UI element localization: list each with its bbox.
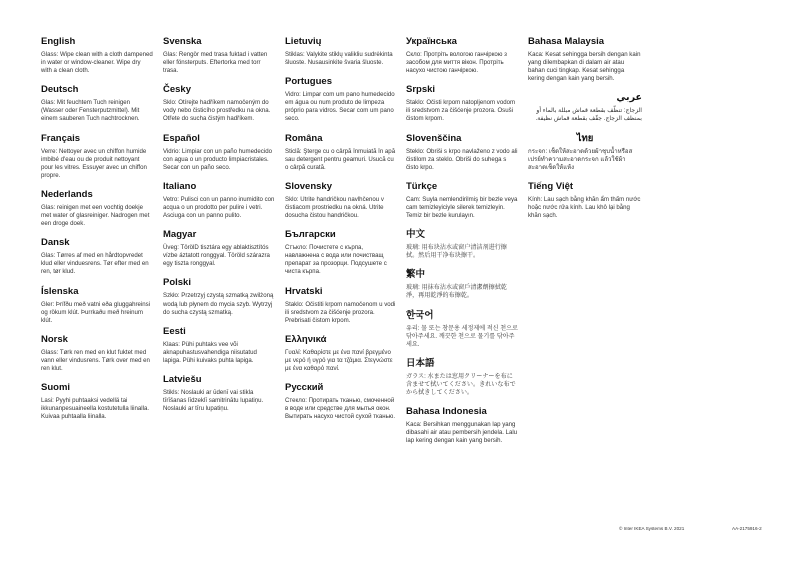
language-section: [163, 326, 275, 365]
language-section: [406, 84, 518, 123]
instruction-text: Glas: Rengör med trasa fuktad i vatten eller fönsterputs. Eftertorka med torr trasa.: [163, 51, 268, 75]
column-3: [285, 36, 397, 430]
column-5: [528, 36, 642, 229]
language-section: [41, 36, 153, 75]
instruction-text: Gler: Þrífðu með vatni eða gluggahreinsi og rökum klút. Þurrkaðu með hreinum klút.: [41, 300, 151, 324]
language-section: [406, 133, 518, 172]
language-heading: English: [41, 36, 76, 47]
language-section: [406, 358, 518, 397]
language-heading: Hrvatski: [285, 285, 323, 297]
document-code: AA-2175916-2: [732, 526, 762, 531]
language-heading: Slovenščina: [406, 132, 462, 144]
language-section: [41, 189, 153, 228]
instruction-text: ガラス: 水または窓用クリーナーを布に含ませて拭いてください。きれいな布で から拭きしてください。: [406, 372, 516, 396]
language-section: [41, 133, 153, 180]
instruction-text: Üveg: TörölD tisztára egy ablaktisztítós vízbe áztatott ronggyal. Töröld szárazra egy tiszta ronggyal.: [163, 244, 270, 268]
language-heading: Slovensky: [285, 180, 332, 192]
language-heading: عربي: [616, 92, 642, 104]
language-heading: Русский: [285, 382, 324, 394]
instruction-text: Stikls: Noslauki ar ūdenī vai stikla tīrīšanas līdzeklī samitrinātu lupatiņu. Noslauki ar tīru lupatiņu.: [163, 388, 264, 413]
language-section: [41, 237, 153, 276]
language-section: [528, 36, 642, 83]
language-heading: Magyar: [163, 229, 197, 241]
instruction-text: Glass: Wipe clean with a cloth dampened in water or window-cleaner. Wipe dry with a clean cloth.: [41, 51, 153, 75]
language-section: [406, 181, 518, 220]
instruction-text: Lasi: Pyyhi puhtaaksi vedellä tai ikkunanpesuaineella kostutetulla liinalla. Kuivaa puhtaalla liinalla.: [41, 397, 150, 421]
language-heading: Eesti: [163, 325, 186, 337]
language-section: [406, 310, 518, 349]
language-heading: Srpski: [406, 84, 436, 96]
language-section: [163, 84, 275, 123]
language-heading: Dansk: [41, 237, 70, 249]
language-section: [406, 229, 518, 260]
instruction-text: 유리: 물 또는 창문용 세정제에 적신 천으로 닦아주세요. 깨끗한 천으로 물기를 닦아주세요.: [406, 324, 518, 348]
instruction-text: Стекло: Протирать тканью, смоченной в воде или средстве для мытья окон. Вытирать насухо чистой сухой тканью.: [285, 397, 396, 421]
language-section: [285, 382, 397, 421]
language-heading: Bahasa Indonesia: [406, 406, 487, 418]
language-heading: Ελληνικά: [285, 333, 327, 345]
language-section: [163, 181, 275, 220]
column-2: [163, 36, 275, 422]
column-4: [406, 36, 518, 454]
language-heading: Italiano: [163, 180, 197, 192]
language-section: [163, 229, 275, 268]
language-heading: Latviešu: [163, 373, 202, 385]
language-heading: Lietuvių: [285, 36, 322, 47]
language-heading: Deutsch: [41, 84, 79, 96]
language-heading: Български: [285, 229, 336, 241]
language-section: [528, 181, 642, 220]
column-1: [41, 36, 153, 430]
language-heading: Türkçe: [406, 180, 438, 192]
language-section: [41, 382, 153, 421]
instruction-text: Klaas: Pühi puhtaks vee või aknapuhastusvahendiga niisutatud lapiga. Pühi kuivaks puhta lapiga.: [163, 340, 257, 364]
instruction-text: กระจก: เช็ดให้สะอาดด้วยผ้าชุบน้ำหรือสเปรย์ทำความสะอาดกระจก แล้วใช้ผ้าสะอาดเช็ดให้แห้ง: [528, 147, 633, 171]
instruction-text: Kaca: Bersihkan menggunakan lap yang dibasahi air atau pembersih jendela. Lalu lap kering dengan kain yang bersih.: [406, 421, 518, 445]
language-heading: Українська: [406, 36, 457, 47]
language-section: [285, 36, 397, 67]
language-section: [285, 286, 397, 325]
language-heading: Nederlands: [41, 188, 93, 200]
instruction-text: Vidrio: Limpiar con un paño humedecido con agua o un producto limpiacristales. Secar con un paño seco.: [163, 147, 272, 171]
language-section: [41, 84, 153, 123]
language-heading: Svenska: [163, 36, 202, 47]
instruction-text: Glas: Tørres af med en hårdtopvredet klud eller vinduesrens. Tør efter med en ren, tør klud.: [41, 252, 149, 276]
language-heading: 한국어: [406, 309, 434, 321]
language-section: [163, 36, 275, 75]
language-heading: Íslenska: [41, 285, 79, 297]
language-section: [528, 92, 642, 123]
language-heading: Portugues: [285, 76, 332, 88]
language-section: [406, 406, 518, 445]
language-heading: Español: [163, 132, 200, 144]
instruction-text: Cam: Suyla nemlendirilmiş bir bezle veya cam temizleyiciyle silerek temizleyin. Temiz bir bezle kurulayın.: [406, 195, 518, 220]
instruction-text: Glas: Mit feuchtem Tuch reinigen (Wasser oder Fensterputzmittel). Mit einem sauberen Tuch nachtrocknen.: [41, 99, 140, 123]
language-heading: 中文: [406, 229, 426, 241]
instruction-text: 玻璃: 用布块沾水或窗户清洁剂进行擦拭。然后用干净布块擦干。: [406, 244, 507, 260]
copyright-notice: © Inter IKEA Systems B.V. 2021: [619, 526, 685, 531]
language-section: [285, 76, 397, 123]
language-section: [406, 269, 518, 300]
language-section: [41, 334, 153, 373]
language-section: [285, 133, 397, 172]
language-heading: Româna: [285, 132, 323, 144]
language-heading: ไทย: [576, 132, 594, 144]
instruction-text: 玻璃: 用抹布沾水或窗戶清潔劑擦拭乾淨，再用乾淨的布擦乾。: [406, 284, 507, 300]
instruction-text: Szkło: Przetrzyj czystą szmatką zwilżoną wodą lub płynem do mycia szyb. Wytrzyj do sucha czystą szmatką.: [163, 292, 274, 316]
instruction-text: الزجاج: تنظّف بقطعة قماش مبللة بالماء أو بمنظف الزجاج. جفّف بقطعة قماش نظيفة.: [535, 107, 642, 123]
instruction-text: Steklo: Obriši s krpo navlaženo z vodo ali čistilom za steklo. Obriši do suhega s čisto krpo.: [406, 147, 518, 171]
language-section: [285, 229, 397, 276]
instruction-text: Sticlă: Şterge cu o cârpă înmuiată în apă sau detergent pentru geamuri. Usucă cu o cârpă curată.: [285, 147, 396, 171]
instruction-text: Glas: reinigen met een vochtig doekje met water of glasreiniger. Nadrogen met een droge doek.: [41, 203, 150, 228]
language-section: [163, 277, 275, 316]
language-section: [163, 133, 275, 172]
language-heading: 繁中: [406, 269, 426, 281]
language-heading: Polski: [163, 277, 191, 289]
instruction-text: Sklo: Utrite handričkou navlhčenou v čistiacom prostriedku na okná. Utrite dosucha čistou handričkou.: [285, 195, 384, 220]
instruction-text: Kaca: Kesat sehingga bersih dengan kain yang dilembapkan di dalam air atau bahan cuci tingkap. Kesat sehingga kering dengan kain yang bersih.: [528, 51, 641, 83]
instruction-text: Стъкло: Почистете с кърпа, навлажнена с вода или почистващ препарат за прозорци. Подсушете с чиста кърпа.: [285, 244, 387, 276]
instruction-text: Staklo: Očisti krpom natopljenom vodom ili sredstvom za čišćenje prozora. Osuši čistom krpom.: [406, 99, 516, 123]
language-section: [285, 181, 397, 220]
language-section: [528, 133, 642, 172]
instruction-text: Kính: Lau sạch bằng khăn ẩm thấm nước hoặc nước rửa kính. Lau khô lại bằng khăn sạch.: [528, 195, 641, 220]
language-heading: Česky: [163, 84, 191, 96]
language-section: [41, 286, 153, 325]
instruction-text: Glass: Tørk ren med en klut fuktet med vann eller vindusrens. Tørk over med en ren klut.: [41, 348, 150, 372]
language-section: [285, 334, 397, 373]
instruction-text: Γυαλί: Καθαρίστε με ένα πανί βρεγμένο με νερό ή υγρό για τα τζάμια. Στεγνώστε με ένα καθαρό πανί.: [285, 348, 393, 372]
instruction-text: Verre: Nettoyer avec un chiffon humide imbibé d'eau ou de produit nettoyant pour les vitres. Essuyer avec un chiffon propre.: [41, 147, 147, 179]
instruction-text: Vidro: Limpar com um pano humedecido em água ou num produto de limpeza próprio para vidros. Secar com um pano seco.: [285, 91, 395, 123]
instruction-text: Скло: Протріть вологою ганчіркою з засобом для миття вікон. Протріть насухо чистою ганчіркою.: [406, 51, 507, 75]
instruction-text: Sklo: Otírejte hadříkem namočeným do vody nebo čisticího prostředku na okna. Otřete do sucha čistým hadříkem.: [163, 99, 271, 123]
instruction-text: Stiklas: Valykite stiklų valikliu sudrėkinta šluoste. Nusausinkite švaria šluoste.: [285, 51, 393, 67]
language-heading: Norsk: [41, 333, 68, 345]
language-section: [406, 36, 518, 75]
language-heading: 日本語: [406, 357, 435, 369]
language-section: [163, 374, 275, 413]
language-heading: Français: [41, 132, 81, 144]
language-heading: Bahasa Malaysia: [528, 36, 605, 47]
language-heading: Tiếng Việt: [528, 180, 574, 192]
language-heading: Suomi: [41, 382, 71, 394]
instruction-text: Staklo: Očistiti krpom namočenom u vodi ili sredstvom za čišćenje prozora. Prebrisati čistom krpom.: [285, 300, 396, 324]
instruction-text: Vetro: Pulisci con un panno inumidito con acqua o un prodotto per pulire i vetri. Asciuga con un panno pulito.: [163, 195, 275, 220]
